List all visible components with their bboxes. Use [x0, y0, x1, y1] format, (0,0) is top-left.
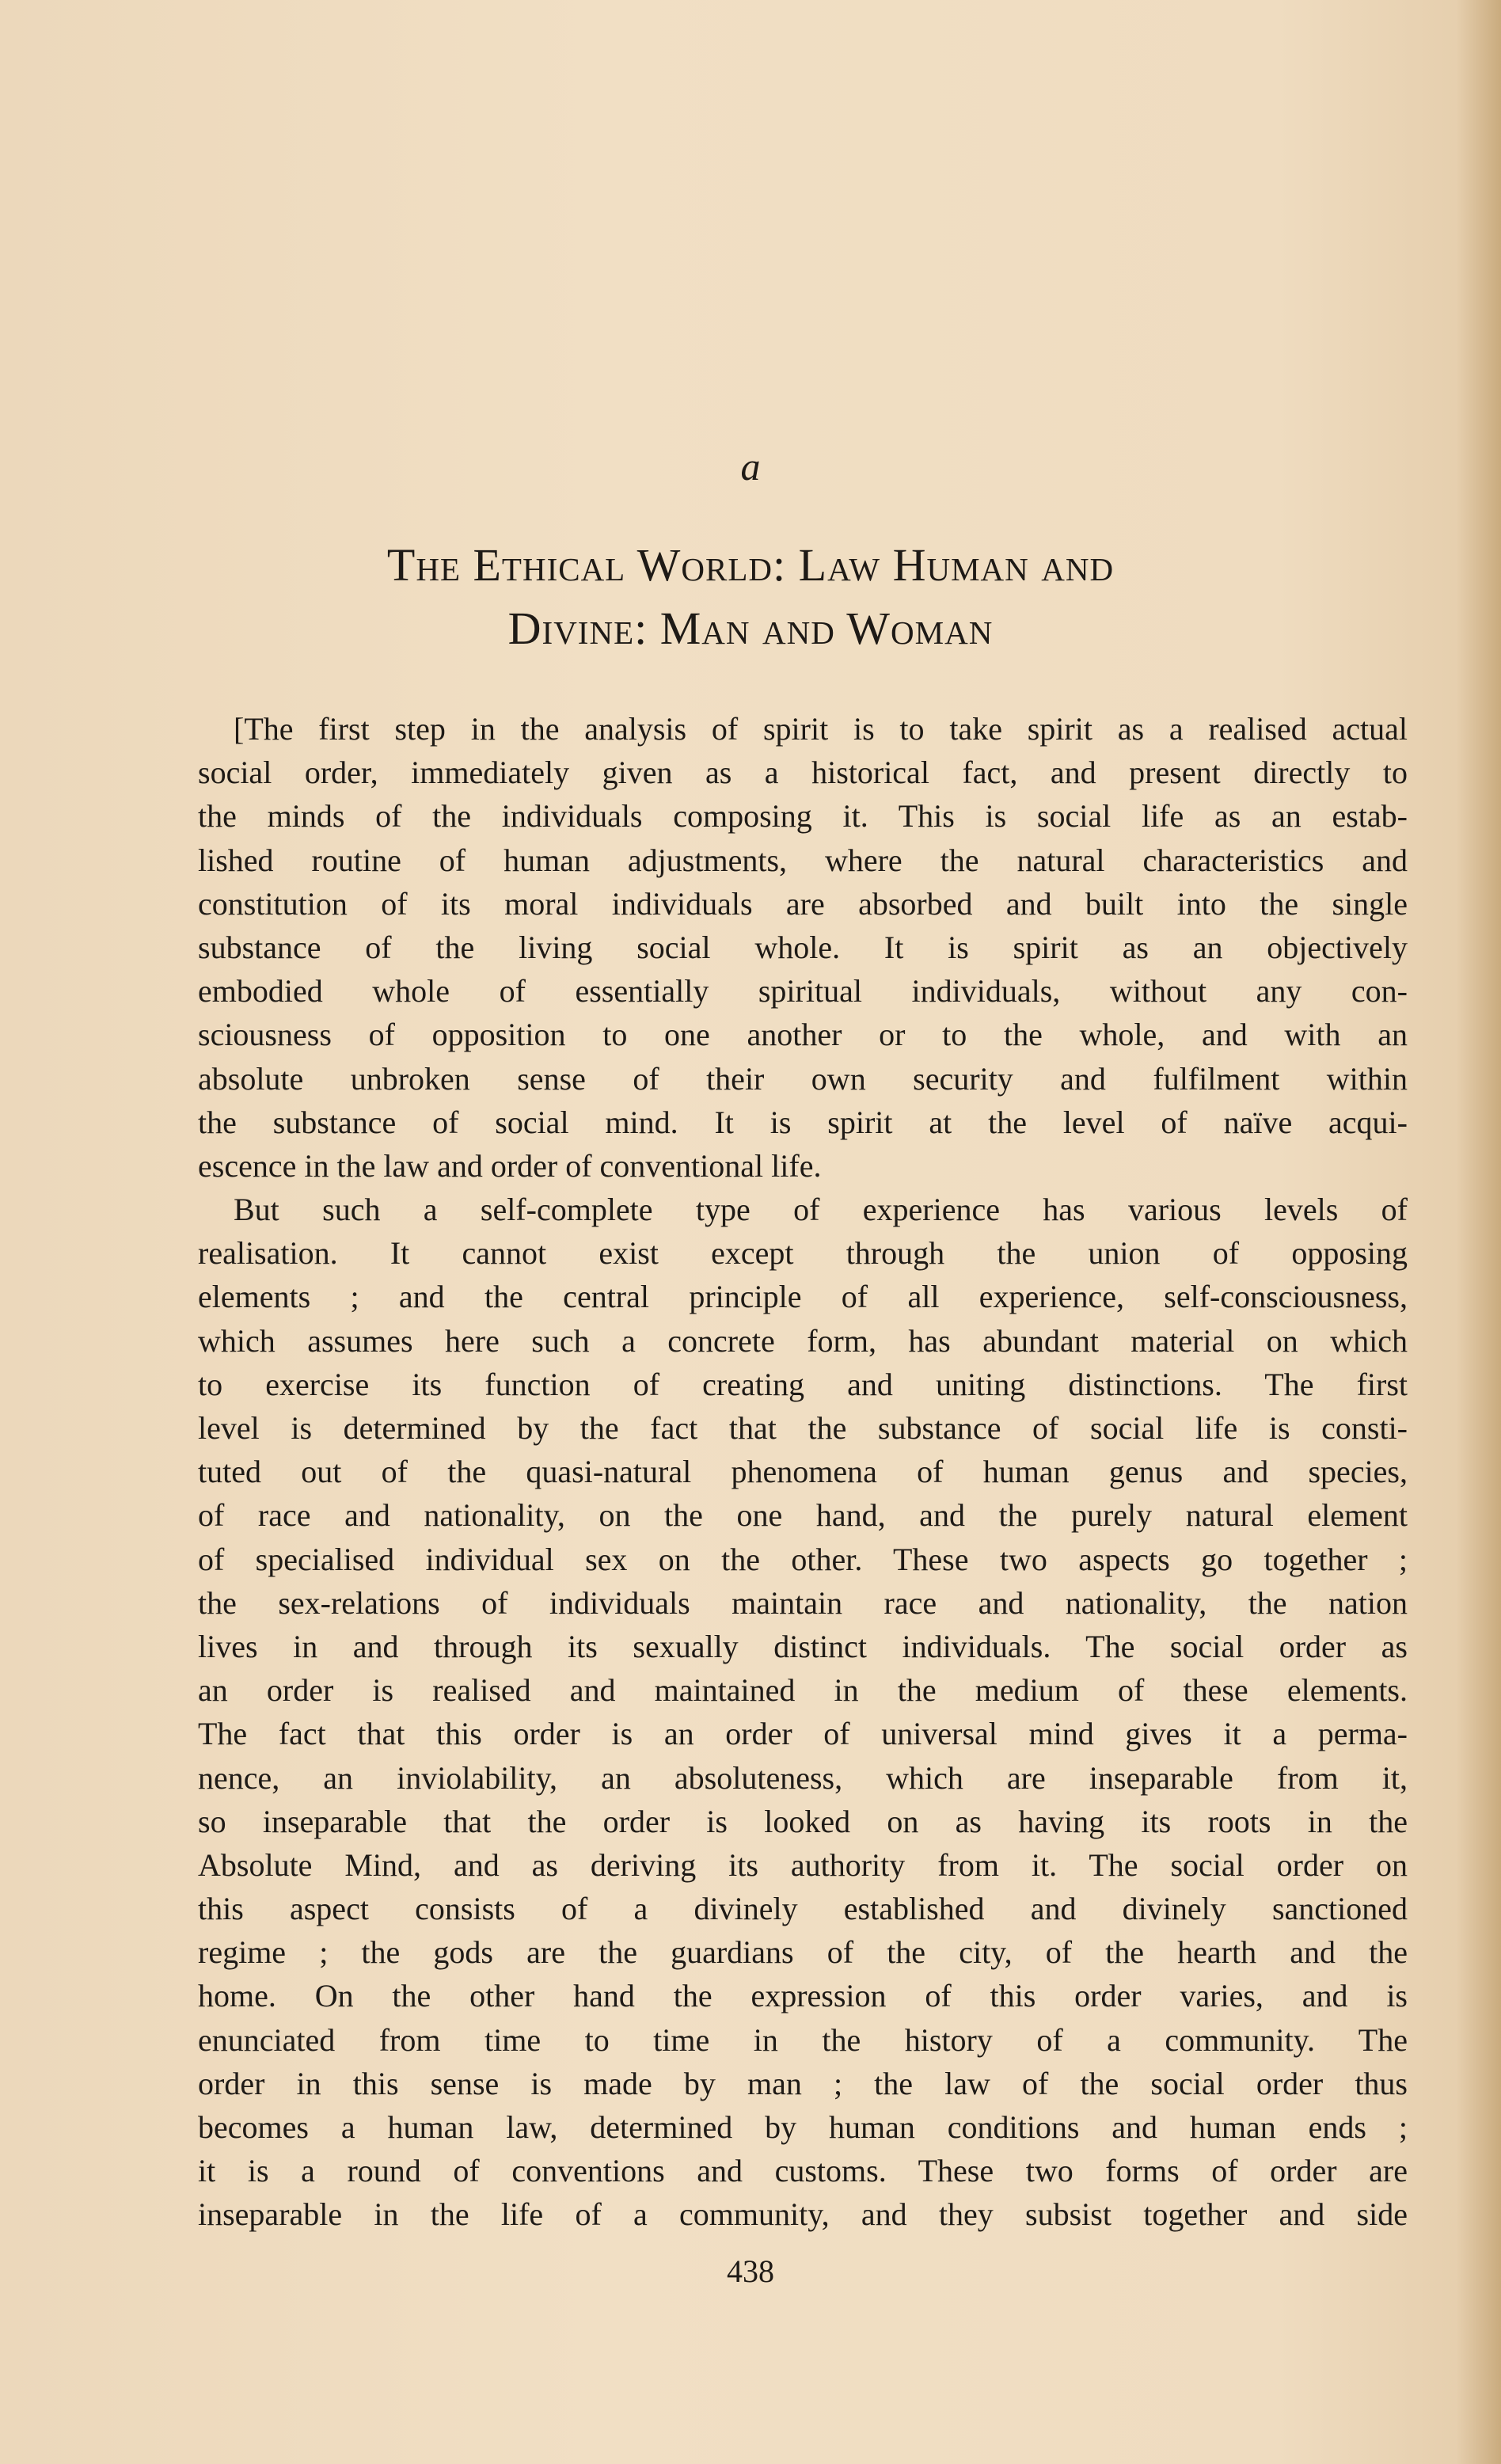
text-line: of specialised individual sex on the other. These two aspects go together ; [198, 1541, 1408, 1577]
text-line: absolute unbroken sense of their own security and fulfilment within [198, 1060, 1408, 1097]
text-line: regime ; the gods are the guardians of the city, of the hearth and the [198, 1934, 1408, 1971]
text-line: the substance of social mind. It is spirit at the level of naïve acqui- [198, 1104, 1408, 1140]
text-line: social order, immediately given as a historical fact, and present directly to [198, 755, 1408, 791]
text-line: lives in and through its sexually distinct individuals. The social order as [198, 1628, 1408, 1664]
text-line: [The first step in the analysis of spirit is to take spirit as a realised actual [234, 711, 1408, 747]
text-line: inseparable in the life of a community, and they subsist together and side [198, 2196, 1408, 2233]
text-line: an order is realised and maintained in the medium of these elements. [198, 1672, 1408, 1709]
text-line: which assumes here such a concrete form, has abundant material on which [198, 1322, 1408, 1359]
text-line: elements ; and the central principle of all experience, self-consciousness, [198, 1279, 1408, 1315]
paragraph [198, 707, 1408, 1188]
text-line: realisation. It cannot exist except through the union of opposing [198, 1235, 1408, 1272]
text-line: order in this sense is made by man ; the law of the social order thus [198, 2065, 1408, 2101]
text-line: escence in the law and order of conventional life. [198, 1147, 822, 1184]
text-line: this aspect consists of a divinely established and divinely sanctioned [198, 1891, 1408, 1927]
body-text [198, 707, 1408, 2237]
text-line: Absolute Mind, and as deriving its authority from it. The social order on [198, 1846, 1408, 1883]
text-line: becomes a human law, determined by human conditions and human ends ; [198, 2109, 1408, 2145]
text-line: it is a round of conventions and customs. These two forms of order are [198, 2153, 1408, 2189]
text-line: the minds of the individuals composing it. This is social life as an estab- [198, 798, 1408, 835]
text-line: the sex-relations of individuals maintain race and nationality, the nation [198, 1584, 1408, 1621]
text-line: nence, an inviolability, an absoluteness, which are inseparable from it, [198, 1759, 1408, 1796]
text-line: of race and nationality, on the one hand, and the purely natural element [198, 1497, 1408, 1534]
text-line: so inseparable that the order is looked on as having its roots in the [198, 1803, 1408, 1839]
text-line: constitution of its moral individuals are absorbed and built into the single [198, 885, 1408, 922]
text-line: home. On the other hand the expression of this order varies, and is [198, 1978, 1408, 2014]
text-line: But such a self-complete type of experience has various levels of [234, 1192, 1408, 1228]
text-line: sciousness of opposition to one another or to the whole, and with an [198, 1017, 1408, 1053]
chapter-title-line-2: Divine: Man and Woman [507, 603, 994, 654]
text-line: embodied whole of essentially spiritual individuals, without any con- [198, 973, 1408, 1010]
text-line: substance of the living social whole. It is spirit as an objectively [198, 929, 1408, 965]
page-number: 438 [727, 2253, 774, 2289]
text-line: level is determined by the fact that the substance of social life is consti- [198, 1410, 1408, 1446]
paragraph [198, 1188, 1408, 2237]
text-line: to exercise its function of creating and uniting distinctions. The first [198, 1366, 1408, 1402]
text-line: The fact that this order is an order of universal mind gives it a perma- [198, 1716, 1408, 1752]
text-line: lished routine of human adjustments, where the natural characteristics and [198, 842, 1408, 878]
text-line: tuted out of the quasi-natural phenomena of human genus and species, [198, 1454, 1408, 1490]
section-letter: a [740, 444, 761, 489]
text-line: enunciated from time to time in the history of a community. The [198, 2021, 1408, 2058]
chapter-title-line-1: The Ethical World: Law Human and [386, 539, 1115, 591]
